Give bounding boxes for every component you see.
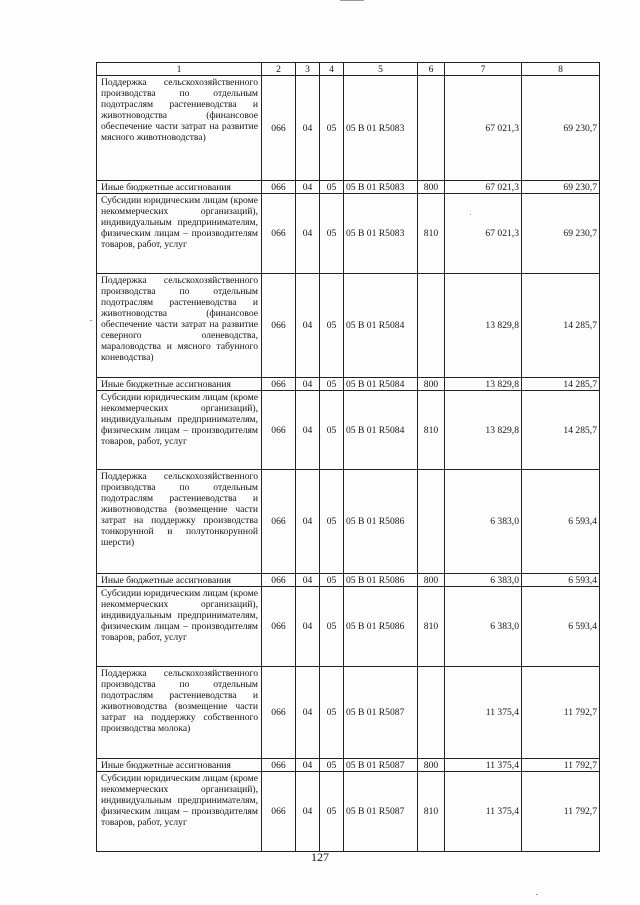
expense-type-cell: 810	[418, 391, 445, 470]
table-row	[97, 378, 600, 391]
podrazdel-cell: 05	[320, 759, 344, 772]
amount-cell: 11 792,7	[522, 759, 600, 772]
expense-type-cell: 810	[418, 587, 445, 667]
podrazdel-cell: 05	[320, 76, 344, 181]
expense-type-cell: 800	[418, 378, 445, 391]
amount-cell: 13 829,8	[445, 274, 522, 378]
razdel-cell: 04	[296, 587, 320, 667]
amount-cell: 11 792,7	[522, 667, 600, 759]
table-row	[97, 587, 600, 667]
amount-cell: 14 285,7	[522, 274, 600, 378]
target-article-cell: 05 В 01 R5086	[344, 587, 418, 667]
header-cell: 3	[296, 63, 320, 76]
razdel-cell: 04	[296, 772, 320, 852]
table-row	[97, 574, 600, 587]
target-article-cell: 05 В 01 R5087	[344, 667, 418, 759]
table-row	[97, 667, 600, 759]
podrazdel-cell: 05	[320, 194, 344, 274]
amount-cell: 13 829,8	[445, 391, 522, 470]
table-row	[97, 76, 600, 181]
grbs-cell: 066	[262, 759, 296, 772]
row-name-cell: Субсидии юридическим лицам (кроме некоммерческих организаций), индивидуальным предпринимателям, физическим лицам – производителям товаров, работ, услуг	[97, 772, 262, 852]
header-cell: 5	[344, 63, 418, 76]
razdel-cell: 04	[296, 76, 320, 181]
amount-cell: 11 375,4	[445, 772, 522, 852]
table-row	[97, 470, 600, 574]
header-cell: 2	[262, 63, 296, 76]
expense-type-cell	[418, 470, 445, 574]
grbs-cell: 066	[262, 667, 296, 759]
table-row	[97, 181, 600, 194]
expense-type-cell: 800	[418, 574, 445, 587]
table-header-row	[97, 63, 600, 76]
page-number: 127	[311, 850, 329, 864]
target-article-cell: 05 В 01 R5087	[344, 772, 418, 852]
amount-cell: 6 383,0	[445, 574, 522, 587]
row-name-cell: Иные бюджетные ассигнования	[97, 378, 262, 391]
expense-type-cell: 800	[418, 181, 445, 194]
podrazdel-cell: 05	[320, 378, 344, 391]
podrazdel-cell: 05	[320, 772, 344, 852]
row-name-cell: Иные бюджетные ассигнования	[97, 574, 262, 587]
target-article-cell: 05 В 01 R5083	[344, 76, 418, 181]
grbs-cell: 066	[262, 194, 296, 274]
expense-type-cell	[418, 667, 445, 759]
row-name-cell: Иные бюджетные ассигнования	[97, 181, 262, 194]
amount-cell: 14 285,7	[522, 391, 600, 470]
podrazdel-cell: 05	[320, 274, 344, 378]
podrazdel-cell: 05	[320, 574, 344, 587]
amount-cell: 13 829,8	[445, 378, 522, 391]
expense-type-cell: 810	[418, 772, 445, 852]
razdel-cell: 04	[296, 667, 320, 759]
amount-cell: 6 593,4	[522, 574, 600, 587]
razdel-cell: 04	[296, 391, 320, 470]
podrazdel-cell: 05	[320, 181, 344, 194]
razdel-cell: 04	[296, 574, 320, 587]
podrazdel-cell: 05	[320, 587, 344, 667]
table-row	[97, 391, 600, 470]
header-cell: 1	[97, 63, 262, 76]
row-name-cell: Поддержка сельскохозяйственного производства по отдельным подотраслям растениеводства и животноводства (возмещение части затрат на поддержку производства тонкорунной и полутонкорунной шерсти)	[97, 470, 262, 574]
table-row	[97, 194, 600, 274]
scan-artifact	[340, 0, 364, 1]
grbs-cell: 066	[262, 772, 296, 852]
row-name-cell: Субсидии юридическим лицам (кроме некоммерческих организаций), индивидуальным предпринимателям, физическим лицам – производителям товаров, работ, услуг	[97, 194, 262, 274]
amount-cell: 6 593,4	[522, 587, 600, 667]
row-name-cell: Поддержка сельскохозяйственного производства по отдельным подотраслям растениеводства и животноводства (возмещение части затрат на поддержку собственного производства молока)	[97, 667, 262, 759]
amount-cell: 11 375,4	[445, 759, 522, 772]
row-name-cell: Поддержка сельскохозяйственного производства по отдельным подотраслям растениеводства и животноводства (финансовое обеспечение части затрат на развитие северного оленеводства, мараловодства и мясного табунного коневодства)	[97, 274, 262, 378]
row-name-cell: Иные бюджетные ассигнования	[97, 759, 262, 772]
amount-cell: 6 383,0	[445, 587, 522, 667]
header-cell: 8	[522, 63, 600, 76]
target-article-cell: 05 В 01 R5084	[344, 274, 418, 378]
amount-cell: 11 792,7	[522, 772, 600, 852]
grbs-cell: 066	[262, 274, 296, 378]
header-cell: 6	[418, 63, 445, 76]
amount-cell: 69 230,7	[522, 76, 600, 181]
amount-cell: 69 230,7	[522, 194, 600, 274]
row-name-cell: Субсидии юридическим лицам (кроме некоммерческих организаций), индивидуальным предпринимателям, физическим лицам – производителям товаров, работ, услуг	[97, 587, 262, 667]
grbs-cell: 066	[262, 378, 296, 391]
grbs-cell: 066	[262, 181, 296, 194]
grbs-cell: 066	[262, 587, 296, 667]
target-article-cell: 05 В 01 R5087	[344, 759, 418, 772]
target-article-cell: 05 В 01 R5086	[344, 470, 418, 574]
target-article-cell: 05 В 01 R5084	[344, 378, 418, 391]
table-row	[97, 772, 600, 852]
target-article-cell: 05 В 01 R5083	[344, 181, 418, 194]
razdel-cell: 04	[296, 378, 320, 391]
header-cell: 4	[320, 63, 344, 76]
budget-table	[96, 62, 600, 852]
amount-cell: 67 021,3	[445, 194, 522, 274]
target-article-cell: 05 В 01 R5083	[344, 194, 418, 274]
grbs-cell: 066	[262, 574, 296, 587]
table-row	[97, 759, 600, 772]
table-row	[97, 274, 600, 378]
expense-type-cell: 810	[418, 194, 445, 274]
razdel-cell: 04	[296, 470, 320, 574]
grbs-cell: 066	[262, 76, 296, 181]
amount-cell: 11 375,4	[445, 667, 522, 759]
grbs-cell: 066	[262, 470, 296, 574]
razdel-cell: 04	[296, 274, 320, 378]
amount-cell: 69 230,7	[522, 181, 600, 194]
expense-type-cell	[418, 274, 445, 378]
target-article-cell: 05 В 01 R5084	[344, 391, 418, 470]
razdel-cell: 04	[296, 181, 320, 194]
razdel-cell: 04	[296, 759, 320, 772]
amount-cell: 14 285,7	[522, 378, 600, 391]
razdel-cell: 04	[296, 194, 320, 274]
expense-type-cell	[418, 76, 445, 181]
amount-cell: 67 021,3	[445, 181, 522, 194]
amount-cell: 67 021,3	[445, 76, 522, 181]
amount-cell: 6 593,4	[522, 470, 600, 574]
target-article-cell: 05 В 01 R5086	[344, 574, 418, 587]
grbs-cell: 066	[262, 391, 296, 470]
row-name-cell: Субсидии юридическим лицам (кроме некоммерческих организаций), индивидуальным предпринимателям, физическим лицам – производителям товаров, работ, услуг	[97, 391, 262, 470]
header-cell: 7	[445, 63, 522, 76]
scan-artifact	[90, 320, 92, 321]
expense-type-cell: 800	[418, 759, 445, 772]
amount-cell: 6 383,0	[445, 470, 522, 574]
podrazdel-cell: 05	[320, 391, 344, 470]
scan-artifact	[536, 894, 538, 895]
podrazdel-cell: 05	[320, 667, 344, 759]
row-name-cell: Поддержка сельскохозяйственного производства по отдельным подотраслям растениеводства и животноводства (финансовое обеспечение части затрат на развитие мясного животноводства)	[97, 76, 262, 181]
podrazdel-cell: 05	[320, 470, 344, 574]
